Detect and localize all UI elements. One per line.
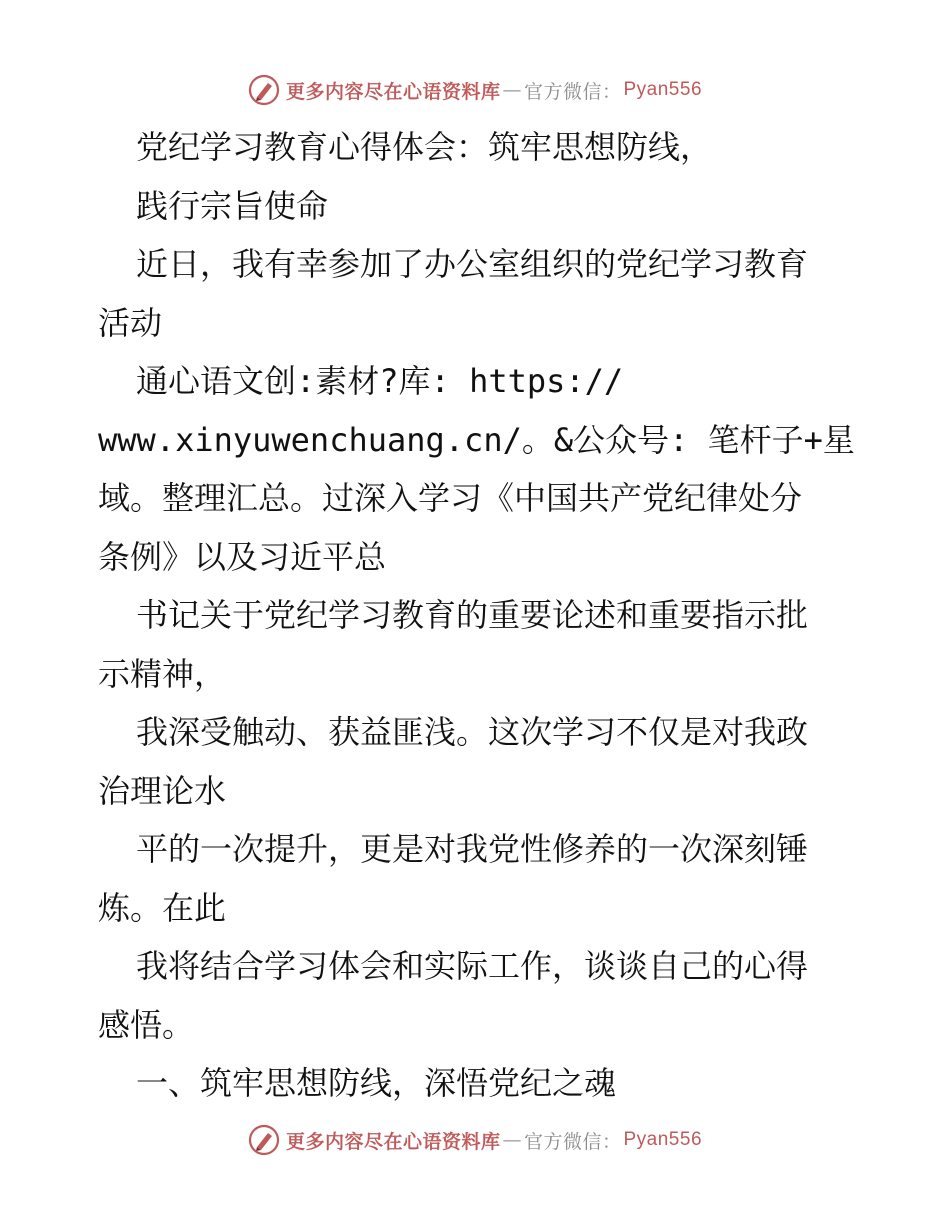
doc-paragraph-line: 条例》以及习近平总 [98,537,387,576]
pen-logo-icon [248,74,280,106]
banner-official-label: 官方微信： [523,1130,622,1153]
banner-wechat-id: Pyan556 [623,79,703,100]
doc-title-line: 践行宗旨使命 [136,186,329,225]
doc-title-line: 党纪学习教育心得体会：筑牢思想防线， [136,128,713,166]
document-body [98,118,858,1113]
doc-paragraph-line: 感悟。 [98,1005,195,1044]
doc-section-heading: 一、筑牢思想防线，深悟党纪之魂 [136,1064,617,1102]
doc-paragraph-line: 活动 [98,303,163,342]
doc-paragraph-line: 平的一次提升，更是对我党性修养的一次深刻锤 [136,830,809,868]
doc-paragraph-line: 我深受触动、获益匪浅。这次学习不仅是对我政 [136,713,809,751]
doc-paragraph-line: 炼。在此 [98,888,227,927]
doc-paragraph-line: 近日，我有幸参加了办公室组织的党纪学习教育 [136,245,809,283]
banner-dash: — [502,79,522,101]
doc-paragraph-line: 我将结合学习体会和实际工作，谈谈自己的心得 [136,947,809,985]
banner-wechat-id: Pyan556 [623,1129,703,1150]
banner-lead-text: 更多内容尽在心语资料库 [285,80,501,103]
header-banner [0,70,950,110]
banner-lead-text: 更多内容尽在心语资料库 [285,1130,501,1153]
banner-dash: — [502,1129,522,1151]
pen-logo-icon [248,1124,280,1156]
banner-official-label: 官方微信： [523,80,622,103]
doc-paragraph-line: 示精神， [98,654,227,693]
doc-paragraph-line: 书记关于党纪学习教育的重要论述和重要指示批 [136,596,809,634]
doc-paragraph-line: 域。整理汇总。过深入学习《中国共产党纪律处分 [98,479,803,517]
footer-banner [0,1120,950,1160]
doc-paragraph-line: 通心语文创:素材?库: https:// [136,362,624,400]
doc-paragraph-line: www.xinyuwenchuang.cn/。&公众号: 笔杆子+星 [98,420,855,459]
doc-paragraph-line: 治理论水 [98,771,227,810]
